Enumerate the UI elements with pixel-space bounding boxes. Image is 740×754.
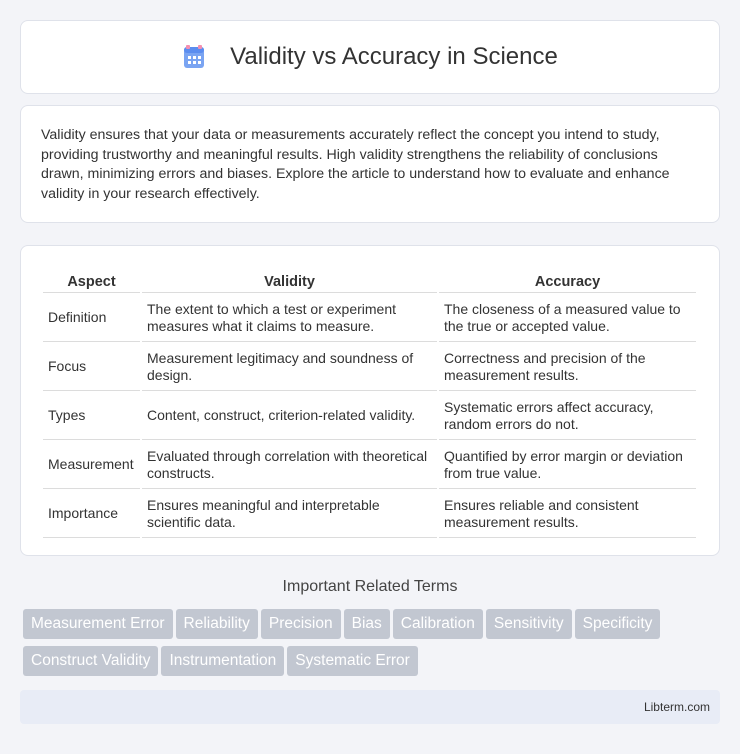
title-card (20, 20, 720, 94)
tag-measurement-error[interactable]: Measurement Error (23, 609, 173, 639)
validity-cell: Evaluated through correlation with theoretical constructs. (142, 442, 437, 489)
footer-site-link[interactable]: Libterm.com (643, 700, 710, 714)
table-row (43, 491, 696, 538)
tag-instrumentation[interactable]: Instrumentation (161, 646, 284, 676)
table-row (43, 393, 696, 440)
accuracy-cell: The closeness of a measured value to the true or accepted value. (439, 295, 696, 342)
aspect-cell: Definition (43, 295, 140, 342)
footer (20, 690, 720, 724)
accuracy-cell: Systematic errors affect accuracy, random errors do not. (439, 393, 696, 440)
validity-cell: The extent to which a test or experiment measures what it claims to measure. (142, 295, 437, 342)
related-terms-heading: Important Related Terms (282, 578, 458, 595)
tag-sensitivity[interactable]: Sensitivity (486, 609, 572, 639)
accuracy-cell: Ensures reliable and consistent measurement results. (439, 491, 696, 538)
accuracy-cell: Quantified by error margin or deviation from true value. (439, 442, 696, 489)
column-header-aspect: Aspect (43, 267, 140, 293)
tag-precision[interactable]: Precision (261, 609, 341, 639)
table-header-row (43, 267, 696, 293)
table-row (43, 442, 696, 489)
validity-cell: Measurement legitimacy and soundness of design. (142, 344, 437, 391)
tag-reliability[interactable]: Reliability (176, 609, 258, 639)
column-header-accuracy: Accuracy (439, 267, 696, 293)
page-title: Validity vs Accuracy in Science (230, 43, 558, 70)
tag-calibration[interactable]: Calibration (393, 609, 483, 639)
aspect-cell: Focus (43, 344, 140, 391)
intro-text: Validity ensures that your data or measurements accurately reflect the concept you intend to study, providing trustworthy and meaningful results. High validity strengthens the reliability of conclusions drawn, minimizing errors and biases. Explore the article to understand how to evaluate and enhance validity in your research effectively. (41, 127, 670, 202)
comparison-table-card (20, 245, 720, 556)
table-row (43, 295, 696, 342)
table-row (43, 344, 696, 391)
accuracy-cell: Correctness and precision of the measurement results. (439, 344, 696, 391)
comparison-table (41, 265, 698, 540)
aspect-cell: Types (43, 393, 140, 440)
related-terms-tags (23, 609, 723, 683)
tag-bias[interactable]: Bias (344, 609, 390, 639)
aspect-cell: Importance (43, 491, 140, 538)
tag-construct-validity[interactable]: Construct Validity (23, 646, 158, 676)
aspect-cell: Measurement (43, 442, 140, 489)
validity-cell: Content, construct, criterion-related validity. (142, 393, 437, 440)
tag-systematic-error[interactable]: Systematic Error (287, 646, 418, 676)
document-grid-icon (182, 44, 208, 70)
tag-specificity[interactable]: Specificity (575, 609, 661, 639)
validity-cell: Ensures meaningful and interpretable scientific data. (142, 491, 437, 538)
column-header-validity: Validity (142, 267, 437, 293)
intro-card (20, 105, 720, 223)
